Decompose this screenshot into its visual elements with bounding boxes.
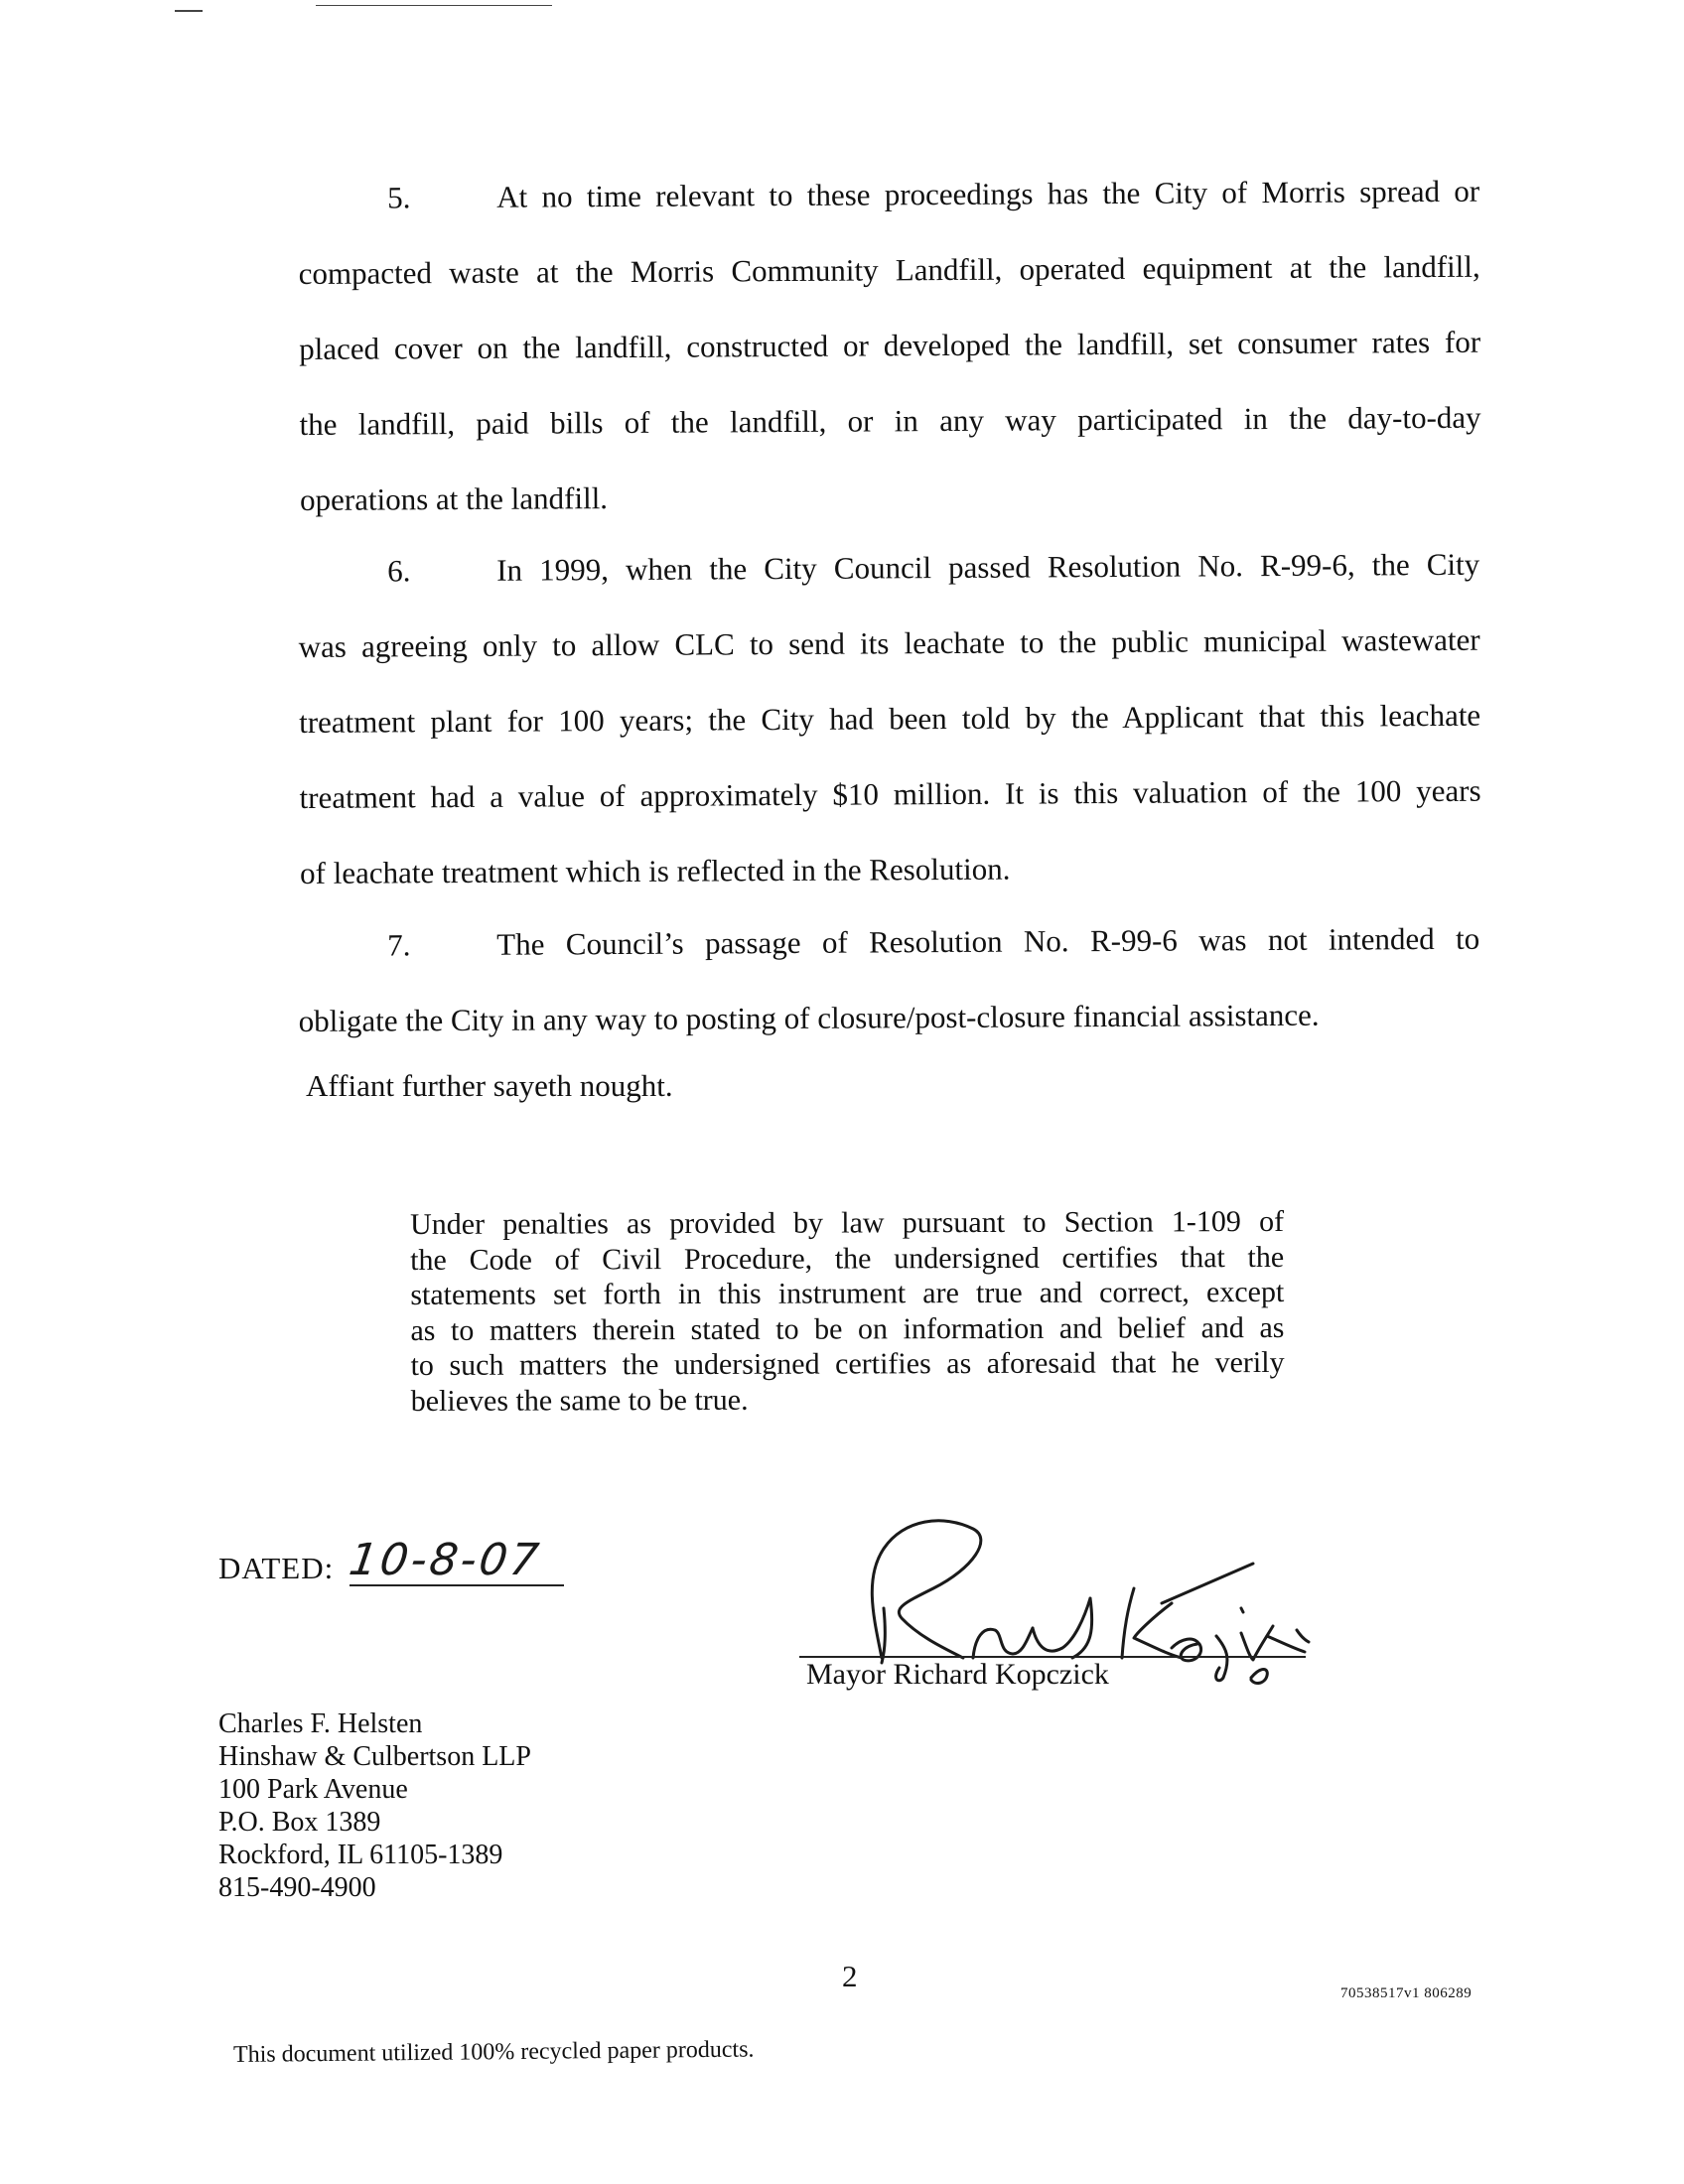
paragraph-line: 7. The Council’s passage of Resolution No. R-99-6 was not intended to (298, 901, 1479, 984)
attorney-street: 100 Park Avenue (218, 1774, 408, 1805)
certification-line: to such matters the undersigned certifies as aforesaid that he verily (410, 1345, 1285, 1382)
paragraph-number: 5. (387, 180, 411, 215)
paragraph-line: treatment had a value of approximately $10 million. It is this valuation of the 100 years (299, 772, 1481, 815)
paragraph-number: 6. (387, 553, 411, 589)
certification-line: Under penalties as provided by law pursuant to Section 1-109 of (410, 1204, 1285, 1241)
paragraph-5 (298, 154, 1481, 538)
paragraph-line: the landfill, paid bills of the landfill, or in any way participated in the day-to-day (299, 399, 1481, 442)
paragraph-line: was agreeing only to allow CLC to send its leachate to the public municipal wastewater (298, 621, 1480, 664)
top-rule-long (316, 5, 552, 6)
certification-line: believes the same to be true. (410, 1383, 749, 1418)
certification-line: as to matters therein stated to be on information and belief and as (410, 1310, 1285, 1347)
recycled-paper-footer: This document utilized 100% recycled paper products. (232, 2036, 755, 2068)
paragraph-6 (298, 527, 1481, 911)
attorney-po-box: P.O. Box 1389 (218, 1807, 381, 1838)
page-number: 2 (842, 1959, 858, 1993)
attorney-firm: Hinshaw & Culbertson LLP (218, 1741, 531, 1772)
paragraph-line: of leachate treatment which is reflected in the Resolution. (299, 851, 1011, 890)
attorney-block (218, 1707, 531, 1904)
paragraph-line: operations at the landfill. (299, 480, 609, 517)
paragraph-line: 5. At no time relevant to these proceedings has the City of Morris spread or (298, 154, 1479, 236)
paragraph-line: treatment plant for 100 years; the City had been told by the Applicant that this leachate (299, 697, 1481, 740)
dated-value: 10-8-07 (346, 1535, 545, 1585)
paragraph-line: obligate the City in any way to posting of closure/post-closure financial assistance. (298, 997, 1320, 1038)
certification-line: statements set forth in this instrument are true and correct, except (410, 1275, 1285, 1311)
top-rule-short (175, 10, 203, 12)
signer-name: Mayor Richard Kopczick (806, 1658, 1109, 1691)
paragraph-line: placed cover on the landfill, constructed or developed the landfill, set consumer rates for (299, 324, 1481, 366)
certification-block (410, 1204, 1285, 1419)
paragraph-line: compacted waste at the Morris Community Landfill, operated equipment at the landfill, (298, 248, 1480, 291)
paragraph-number: 7. (387, 927, 411, 963)
document-id: 70538517v1 806289 (1340, 1985, 1473, 2001)
certification-line: the Code of Civil Procedure, the undersigned certifies that the (410, 1240, 1285, 1277)
attorney-name: Charles F. Helsten (218, 1708, 423, 1739)
attorney-phone: 815-490-4900 (218, 1872, 376, 1903)
closing-statement: Affiant further sayeth nought. (306, 1068, 673, 1103)
dated-label: DATED: (218, 1551, 335, 1585)
paragraph-line: 6. In 1999, when the City Council passed Resolution No. R-99-6, the City (298, 527, 1479, 610)
paragraph-7 (298, 901, 1480, 1059)
dated-underline (350, 1584, 564, 1586)
attorney-city: Rockford, IL 61105-1389 (218, 1840, 503, 1870)
